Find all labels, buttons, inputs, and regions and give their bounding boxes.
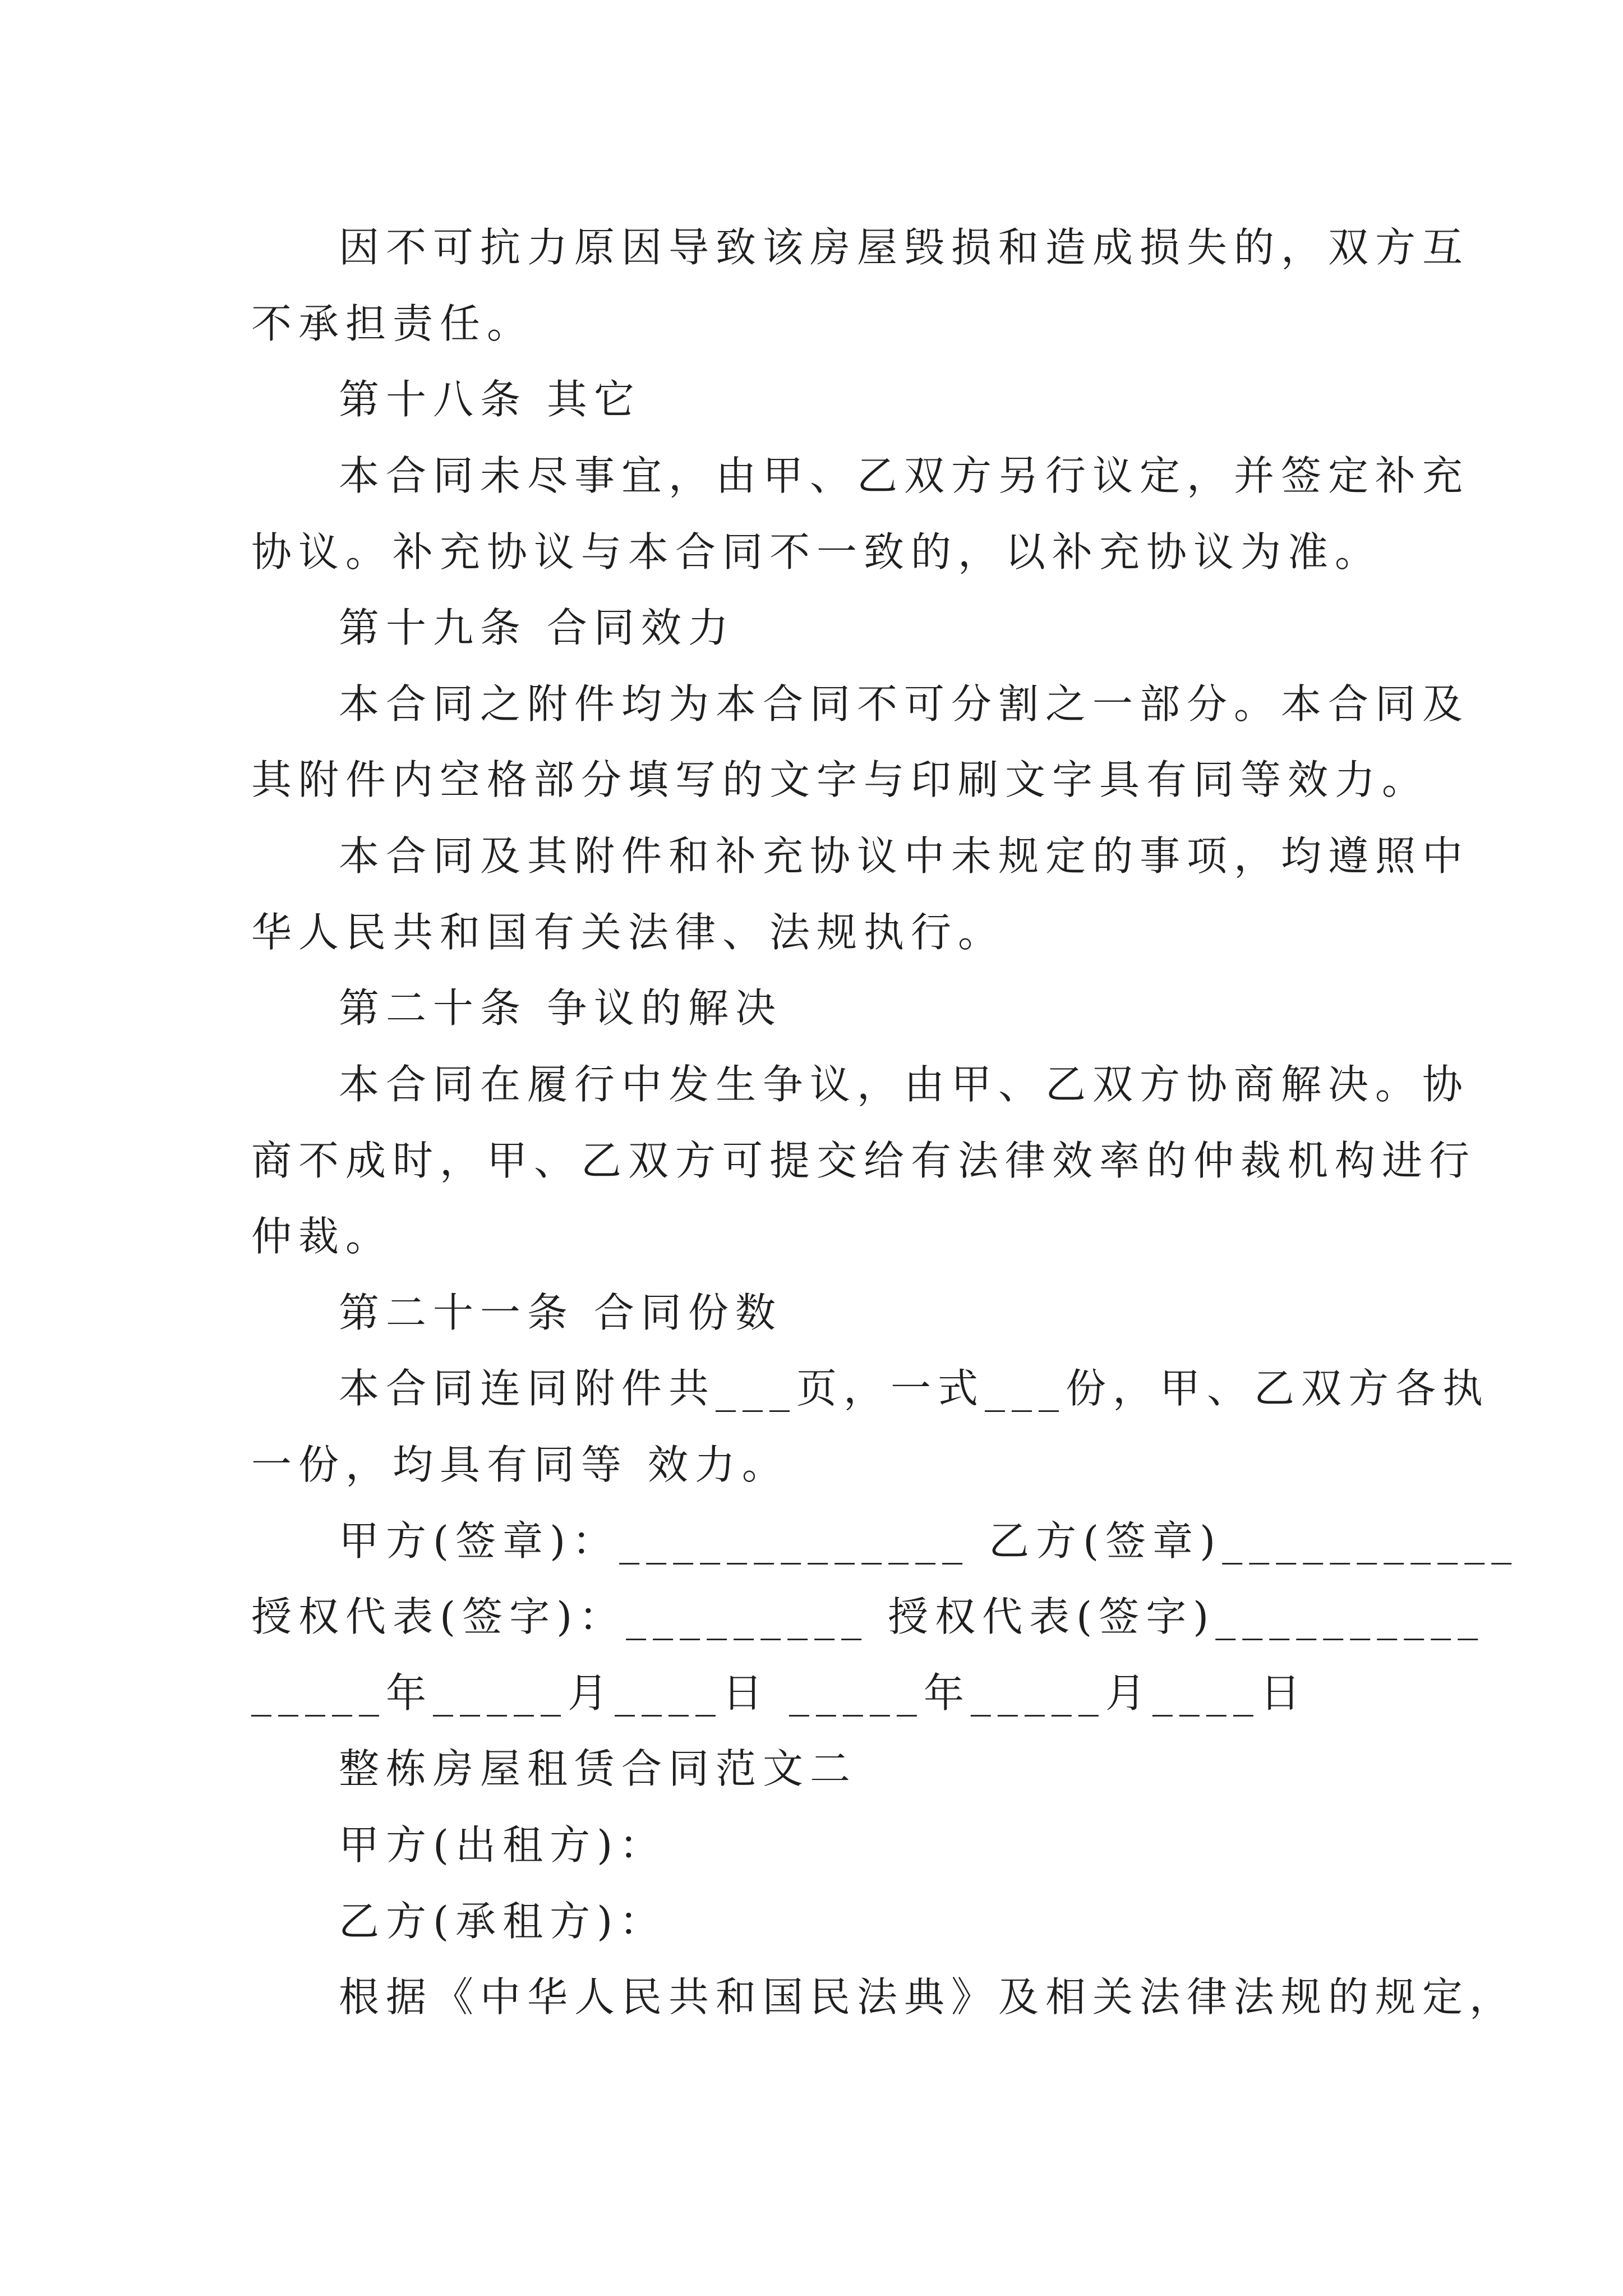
article-heading: 第十九条 合同效力: [339, 604, 735, 651]
paragraph-line: 华人民共和国有关法律、法规执行。: [251, 909, 1006, 956]
article-heading: 第十八条 其它: [339, 376, 641, 423]
article-heading: 第二十一条 合同份数: [339, 1289, 782, 1336]
paragraph-line: 本合同连同附件共___页，一式___份，甲、乙双方各执: [339, 1365, 1490, 1412]
paragraph-line: 因不可抗力原因导致该房屋毁损和造成损失的，双方互: [339, 224, 1470, 271]
paragraph-line: 协议。补充协议与本合同不一致的，以补充协议为准。: [251, 528, 1382, 576]
signature-line-party: 甲方(签章)：_____________ 乙方(签章)___________: [339, 1517, 1519, 1565]
paragraph-line: 本合同在履行中发生争议，由甲、乙双方协商解决。协: [339, 1061, 1470, 1108]
paragraph-line: 商不成时，甲、乙双方可提交给有法律效率的仲裁机构进行: [251, 1137, 1477, 1184]
paragraph-line: 本合同之附件均为本合同不可分割之一部分。本合同及: [339, 680, 1470, 728]
paragraph-line: 仲裁。: [251, 1213, 393, 1260]
signature-date-line: _____年_____月____日 _____年_____月____日: [251, 1669, 1307, 1717]
party-b-line: 乙方(承租方)：: [339, 1898, 667, 1945]
paragraph-line: 其附件内空格部分填写的文字与印刷文字具有同等效力。: [251, 756, 1430, 803]
paragraph-line: 本合同及其附件和补充协议中未规定的事项，均遵照中: [339, 832, 1470, 880]
paragraph-line: 根据《中华人民共和国民法典》及相关法律法规的规定，: [339, 1973, 1517, 2021]
paragraph-line: 本合同未尽事宜，由甲、乙双方另行议定，并签定补充: [339, 452, 1470, 499]
section-title: 整栋房屋租赁合同范文二: [339, 1745, 857, 1792]
paragraph-line: 不承担责任。: [251, 300, 534, 347]
signature-line-representative: 授权代表(签字)：_________ 授权代表(签字)__________: [251, 1593, 1485, 1640]
paragraph-line: 一份，均具有同等 效力。: [251, 1441, 789, 1488]
article-heading: 第二十条 争议的解决: [339, 984, 782, 1032]
party-a-line: 甲方(出租方)：: [339, 1821, 667, 1869]
